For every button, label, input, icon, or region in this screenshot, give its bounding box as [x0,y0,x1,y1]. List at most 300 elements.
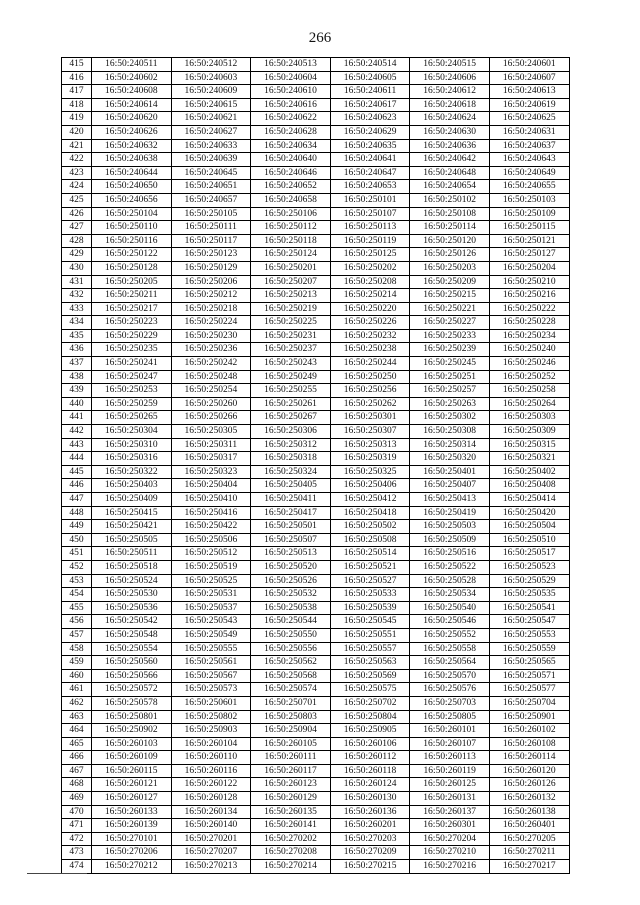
cadastral-number-cell: 16:50:250250 [330,370,410,384]
cadastral-number-cell: 16:50:270210 [410,846,490,860]
cadastral-number-cell: 16:50:260113 [410,751,490,765]
cadastral-number-cell: 16:50:250552 [410,628,490,642]
cadastral-number-cell: 16:50:250259 [92,397,172,411]
row-number-cell: 435 [62,329,92,343]
table-row [62,397,570,411]
cadastral-number-cell: 16:50:240623 [330,112,410,126]
cadastral-number-cell: 16:50:240658 [251,193,331,207]
cadastral-number-cell: 16:50:250549 [171,628,251,642]
cadastral-number-cell: 16:50:240637 [489,139,569,153]
cadastral-number-cell: 16:50:250564 [410,656,490,670]
cadastral-number-cell: 16:50:260129 [251,792,331,806]
cadastral-number-cell: 16:50:250124 [251,248,331,262]
cadastral-number-cell: 16:50:260131 [410,792,490,806]
cadastral-number-table [61,57,570,874]
table-row [62,832,570,846]
row-number-cell: 450 [62,533,92,547]
cadastral-number-cell: 16:50:250263 [410,397,490,411]
cadastral-number-cell: 16:50:250202 [330,261,410,275]
cadastral-number-cell: 16:50:250513 [251,547,331,561]
cadastral-number-cell: 16:50:240620 [92,112,172,126]
cadastral-number-cell: 16:50:250538 [251,601,331,615]
cadastral-number-cell: 16:50:250233 [410,329,490,343]
cadastral-number-cell: 16:50:250505 [92,533,172,547]
cadastral-number-cell: 16:50:250123 [171,248,251,262]
cadastral-number-cell: 16:50:250126 [410,248,490,262]
cadastral-number-cell: 16:50:270208 [251,846,331,860]
row-number-cell: 464 [62,724,92,738]
cadastral-number-cell: 16:50:240647 [330,166,410,180]
row-number-cell: 431 [62,275,92,289]
cadastral-number-cell: 16:50:250312 [251,438,331,452]
cadastral-number-cell: 16:50:250229 [92,329,172,343]
cadastral-number-cell: 16:50:250529 [489,574,569,588]
cadastral-number-cell: 16:50:250256 [330,384,410,398]
cadastral-number-cell: 16:50:250252 [489,370,569,384]
cadastral-number-cell: 16:50:250506 [171,533,251,547]
cadastral-number-cell: 16:50:250563 [330,656,410,670]
row-number-cell: 443 [62,438,92,452]
cadastral-number-cell: 16:50:250905 [330,724,410,738]
cadastral-number-cell: 16:50:250509 [410,533,490,547]
cadastral-number-cell: 16:50:250519 [171,560,251,574]
cadastral-number-cell: 16:50:240629 [330,125,410,139]
table-row [62,737,570,751]
row-number-cell: 473 [62,846,92,860]
table-row [62,234,570,248]
cadastral-number-cell: 16:50:250408 [489,479,569,493]
cadastral-number-cell: 16:50:240645 [171,166,251,180]
cadastral-number-cell: 16:50:250547 [489,615,569,629]
cadastral-number-cell: 16:50:240611 [330,85,410,99]
row-number-cell: 430 [62,261,92,275]
cadastral-number-cell: 16:50:250206 [171,275,251,289]
cadastral-number-cell: 16:50:250405 [251,479,331,493]
cadastral-number-cell: 16:50:250255 [251,384,331,398]
cadastral-number-cell: 16:50:250253 [92,384,172,398]
cadastral-number-cell: 16:50:250571 [489,669,569,683]
cadastral-number-cell: 16:50:260139 [92,819,172,833]
cadastral-number-cell: 16:50:260109 [92,751,172,765]
cadastral-number-cell: 16:50:250261 [251,397,331,411]
cadastral-number-cell: 16:50:250418 [330,506,410,520]
cadastral-number-cell: 16:50:260140 [171,819,251,833]
row-number-cell: 422 [62,153,92,167]
cadastral-number-cell: 16:50:250254 [171,384,251,398]
cadastral-number-cell: 16:50:250565 [489,656,569,670]
cadastral-number-cell: 16:50:250402 [489,465,569,479]
cadastral-number-cell: 16:50:240654 [410,180,490,194]
cadastral-number-cell: 16:50:250414 [489,493,569,507]
cadastral-number-cell: 16:50:240636 [410,139,490,153]
cadastral-number-cell: 16:50:250317 [171,452,251,466]
cadastral-number-cell: 16:50:250260 [171,397,251,411]
cadastral-number-cell: 16:50:250101 [330,193,410,207]
cadastral-number-cell: 16:50:240604 [251,71,331,85]
cadastral-number-cell: 16:50:250416 [171,506,251,520]
cadastral-number-cell: 16:50:250104 [92,207,172,221]
cadastral-number-cell: 16:50:250209 [410,275,490,289]
row-number-cell: 433 [62,302,92,316]
row-number-cell: 445 [62,465,92,479]
cadastral-number-cell: 16:50:250527 [330,574,410,588]
row-number-cell: 466 [62,751,92,765]
cadastral-number-cell: 16:50:250238 [330,343,410,357]
table-row [62,860,570,874]
table-row [62,520,570,534]
cadastral-number-cell: 16:50:240642 [410,153,490,167]
cadastral-number-cell: 16:50:240609 [171,85,251,99]
cadastral-number-cell: 16:50:240639 [171,153,251,167]
cadastral-number-cell: 16:50:240610 [251,85,331,99]
row-number-cell: 460 [62,669,92,683]
cadastral-number-cell: 16:50:250111 [171,221,251,235]
cadastral-number-cell: 16:50:250220 [330,302,410,316]
cadastral-number-cell: 16:50:270201 [171,832,251,846]
cadastral-number-cell: 16:50:250902 [92,724,172,738]
cadastral-number-cell: 16:50:260108 [489,737,569,751]
cadastral-number-cell: 16:50:250321 [489,452,569,466]
cadastral-number-cell: 16:50:250502 [330,520,410,534]
cadastral-number-cell: 16:50:250421 [92,520,172,534]
cadastral-number-cell: 16:50:250601 [171,696,251,710]
cadastral-number-cell: 16:50:250223 [92,316,172,330]
cadastral-number-cell: 16:50:250530 [92,588,172,602]
cadastral-number-cell: 16:50:250568 [251,669,331,683]
cadastral-number-cell: 16:50:270203 [330,832,410,846]
cadastral-number-cell: 16:50:250105 [171,207,251,221]
cadastral-number-cell: 16:50:240648 [410,166,490,180]
cadastral-number-cell: 16:50:250516 [410,547,490,561]
table-row [62,452,570,466]
table-row [62,139,570,153]
cadastral-number-cell: 16:50:240652 [251,180,331,194]
cadastral-number-cell: 16:50:250108 [410,207,490,221]
cadastral-number-cell: 16:50:240608 [92,85,172,99]
row-number-cell: 457 [62,628,92,642]
cadastral-number-cell: 16:50:250201 [251,261,331,275]
table-row [62,846,570,860]
cadastral-number-cell: 16:50:250539 [330,601,410,615]
table-row [62,166,570,180]
cadastral-number-cell: 16:50:250210 [489,275,569,289]
cadastral-number-cell: 16:50:250218 [171,302,251,316]
table-row [62,506,570,520]
cadastral-number-cell: 16:50:260401 [489,819,569,833]
cadastral-number-cell: 16:50:240612 [410,85,490,99]
cadastral-number-cell: 16:50:240638 [92,153,172,167]
cadastral-number-cell: 16:50:270214 [251,860,331,874]
cadastral-number-cell: 16:50:270215 [330,860,410,874]
table-row [62,560,570,574]
cadastral-number-cell: 16:50:250311 [171,438,251,452]
cadastral-number-cell: 16:50:250531 [171,588,251,602]
cadastral-number-cell: 16:50:270101 [92,832,172,846]
row-number-cell: 415 [62,58,92,72]
cadastral-number-cell: 16:50:240514 [330,58,410,72]
row-number-cell: 426 [62,207,92,221]
cadastral-number-cell: 16:50:250318 [251,452,331,466]
cadastral-number-cell: 16:50:250120 [410,234,490,248]
row-number-cell: 425 [62,193,92,207]
cadastral-number-cell: 16:50:250558 [410,642,490,656]
cadastral-number-cell: 16:50:250314 [410,438,490,452]
cadastral-number-cell: 16:50:260120 [489,764,569,778]
cadastral-number-cell: 16:50:260104 [171,737,251,751]
cadastral-number-cell: 16:50:250225 [251,316,331,330]
cadastral-number-cell: 16:50:260102 [489,724,569,738]
cadastral-number-cell: 16:50:250267 [251,411,331,425]
cadastral-number-cell: 16:50:260105 [251,737,331,751]
cadastral-number-cell: 16:50:240622 [251,112,331,126]
row-number-cell: 461 [62,683,92,697]
row-number-cell: 465 [62,737,92,751]
row-number-cell: 463 [62,710,92,724]
cadastral-number-cell: 16:50:250413 [410,493,490,507]
cadastral-number-cell: 16:50:250322 [92,465,172,479]
cadastral-number-cell: 16:50:240653 [330,180,410,194]
cadastral-number-cell: 16:50:250572 [92,683,172,697]
row-number-cell: 418 [62,98,92,112]
cadastral-number-cell: 16:50:240617 [330,98,410,112]
cadastral-number-cell: 16:50:250316 [92,452,172,466]
cadastral-number-cell: 16:50:250215 [410,289,490,303]
cadastral-number-cell: 16:50:240644 [92,166,172,180]
table-row [62,71,570,85]
cadastral-number-cell: 16:50:250556 [251,642,331,656]
cadastral-number-cell: 16:50:250222 [489,302,569,316]
cadastral-number-cell: 16:50:250306 [251,425,331,439]
cadastral-number-cell: 16:50:270211 [489,846,569,860]
cadastral-number-cell: 16:50:250308 [410,425,490,439]
cadastral-number-cell: 16:50:250541 [489,601,569,615]
cadastral-number-cell: 16:50:250409 [92,493,172,507]
cadastral-number-cell: 16:50:250567 [171,669,251,683]
row-number-cell: 427 [62,221,92,235]
cadastral-number-cell: 16:50:250801 [92,710,172,724]
cadastral-number-cell: 16:50:270209 [330,846,410,860]
cadastral-number-cell: 16:50:250551 [330,628,410,642]
cadastral-number-cell: 16:50:250404 [171,479,251,493]
table-row [62,384,570,398]
cadastral-number-cell: 16:50:250262 [330,397,410,411]
row-number-cell: 447 [62,493,92,507]
cadastral-number-cell: 16:50:260103 [92,737,172,751]
cadastral-number-cell: 16:50:260201 [330,819,410,833]
cadastral-number-cell: 16:50:270212 [92,860,172,874]
cadastral-number-cell: 16:50:270202 [251,832,331,846]
cadastral-number-cell: 16:50:250309 [489,425,569,439]
cadastral-number-cell: 16:50:240641 [330,153,410,167]
row-number-cell: 416 [62,71,92,85]
cadastral-number-cell: 16:50:250247 [92,370,172,384]
table-row [62,193,570,207]
cadastral-number-cell: 16:50:250553 [489,628,569,642]
row-number-cell: 472 [62,832,92,846]
table-row [62,669,570,683]
cadastral-number-cell: 16:50:250214 [330,289,410,303]
cadastral-number-cell: 16:50:260114 [489,751,569,765]
cadastral-number-cell: 16:50:250203 [410,261,490,275]
cadastral-number-cell: 16:50:250266 [171,411,251,425]
cadastral-number-cell: 16:50:270213 [171,860,251,874]
cadastral-number-cell: 16:50:260115 [92,764,172,778]
cadastral-number-cell: 16:50:250504 [489,520,569,534]
cadastral-number-cell: 16:50:250216 [489,289,569,303]
cadastral-number-cell: 16:50:250323 [171,465,251,479]
table-row [62,153,570,167]
cadastral-number-cell: 16:50:260127 [92,792,172,806]
row-number-cell: 469 [62,792,92,806]
cadastral-number-cell: 16:50:250804 [330,710,410,724]
table-row [62,628,570,642]
cadastral-number-cell: 16:50:250522 [410,560,490,574]
table-row [62,656,570,670]
cadastral-number-cell: 16:50:250407 [410,479,490,493]
footer-rule [27,873,87,874]
row-number-cell: 436 [62,343,92,357]
table-row [62,547,570,561]
cadastral-number-cell: 16:50:260132 [489,792,569,806]
cadastral-number-cell: 16:50:240656 [92,193,172,207]
cadastral-number-cell: 16:50:250117 [171,234,251,248]
cadastral-number-cell: 16:50:260122 [171,778,251,792]
cadastral-number-cell: 16:50:260123 [251,778,331,792]
row-number-cell: 439 [62,384,92,398]
cadastral-number-cell: 16:50:240640 [251,153,331,167]
cadastral-number-cell: 16:50:250303 [489,411,569,425]
cadastral-number-cell: 16:50:260134 [171,805,251,819]
cadastral-number-cell: 16:50:250514 [330,547,410,561]
cadastral-number-cell: 16:50:250703 [410,696,490,710]
table-row [62,85,570,99]
cadastral-number-cell: 16:50:250205 [92,275,172,289]
row-number-cell: 428 [62,234,92,248]
cadastral-number-cell: 16:50:250248 [171,370,251,384]
cadastral-number-cell: 16:50:260136 [330,805,410,819]
cadastral-number-cell: 16:50:250102 [410,193,490,207]
cadastral-number-cell: 16:50:250234 [489,329,569,343]
cadastral-number-cell: 16:50:240627 [171,125,251,139]
table-row [62,112,570,126]
table-row [62,343,570,357]
table-row [62,792,570,806]
row-number-cell: 421 [62,139,92,153]
cadastral-number-cell: 16:50:250103 [489,193,569,207]
row-number-cell: 470 [62,805,92,819]
cadastral-number-cell: 16:50:240657 [171,193,251,207]
cadastral-number-cell: 16:50:240646 [251,166,331,180]
cadastral-number-cell: 16:50:250417 [251,506,331,520]
table-row [62,819,570,833]
cadastral-number-cell: 16:50:250236 [171,343,251,357]
row-number-cell: 458 [62,642,92,656]
row-number-cell: 424 [62,180,92,194]
row-number-cell: 437 [62,357,92,371]
cadastral-number-cell: 16:50:250533 [330,588,410,602]
cadastral-number-cell: 16:50:250208 [330,275,410,289]
cadastral-number-cell: 16:50:260135 [251,805,331,819]
cadastral-number-cell: 16:50:250419 [410,506,490,520]
cadastral-number-cell: 16:50:250125 [330,248,410,262]
cadastral-number-cell: 16:50:250307 [330,425,410,439]
cadastral-number-cell: 16:50:250412 [330,493,410,507]
table-row [62,221,570,235]
cadastral-number-cell: 16:50:240616 [251,98,331,112]
cadastral-number-cell: 16:50:240607 [489,71,569,85]
cadastral-number-cell: 16:50:250562 [251,656,331,670]
cadastral-number-cell: 16:50:250128 [92,261,172,275]
cadastral-number-cell: 16:50:250114 [410,221,490,235]
cadastral-number-cell: 16:50:240635 [330,139,410,153]
cadastral-number-cell: 16:50:260106 [330,737,410,751]
cadastral-number-cell: 16:50:240631 [489,125,569,139]
cadastral-number-cell: 16:50:250211 [92,289,172,303]
cadastral-number-cell: 16:50:250536 [92,601,172,615]
cadastral-number-cell: 16:50:250204 [489,261,569,275]
table-row [62,683,570,697]
cadastral-number-cell: 16:50:260107 [410,737,490,751]
cadastral-number-cell: 16:50:240601 [489,58,569,72]
cadastral-number-cell: 16:50:250243 [251,357,331,371]
cadastral-number-cell: 16:50:250213 [251,289,331,303]
cadastral-number-cell: 16:50:260126 [489,778,569,792]
cadastral-number-cell: 16:50:250226 [330,316,410,330]
cadastral-number-cell: 16:50:250310 [92,438,172,452]
cadastral-number-cell: 16:50:250118 [251,234,331,248]
cadastral-number-cell: 16:50:250420 [489,506,569,520]
cadastral-number-cell: 16:50:270207 [171,846,251,860]
cadastral-number-cell: 16:50:270206 [92,846,172,860]
table-row [62,275,570,289]
cadastral-number-cell: 16:50:240602 [92,71,172,85]
cadastral-number-cell: 16:50:240655 [489,180,569,194]
cadastral-number-cell: 16:50:250241 [92,357,172,371]
row-number-cell: 432 [62,289,92,303]
table-row [62,588,570,602]
table-row [62,438,570,452]
cadastral-number-cell: 16:50:240618 [410,98,490,112]
table-row [62,248,570,262]
cadastral-number-cell: 16:50:250511 [92,547,172,561]
cadastral-number-cell: 16:50:250508 [330,533,410,547]
row-number-cell: 423 [62,166,92,180]
cadastral-number-cell: 16:50:260125 [410,778,490,792]
cadastral-number-cell: 16:50:250109 [489,207,569,221]
row-number-cell: 454 [62,588,92,602]
cadastral-number-cell: 16:50:250510 [489,533,569,547]
row-number-cell: 417 [62,85,92,99]
table-row [62,289,570,303]
cadastral-number-cell: 16:50:250574 [251,683,331,697]
row-number-cell: 419 [62,112,92,126]
cadastral-number-cell: 16:50:250566 [92,669,172,683]
cadastral-number-cell: 16:50:250265 [92,411,172,425]
table-row [62,180,570,194]
cadastral-number-cell: 16:50:240649 [489,166,569,180]
cadastral-number-cell: 16:50:250521 [330,560,410,574]
row-number-cell: 459 [62,656,92,670]
row-number-cell: 446 [62,479,92,493]
cadastral-number-cell: 16:50:250523 [489,560,569,574]
table-row [62,316,570,330]
cadastral-number-cell: 16:50:260124 [330,778,410,792]
table-row [62,805,570,819]
cadastral-number-cell: 16:50:250543 [171,615,251,629]
cadastral-number-cell: 16:50:250245 [410,357,490,371]
cadastral-number-cell: 16:50:260116 [171,764,251,778]
cadastral-number-cell: 16:50:240630 [410,125,490,139]
